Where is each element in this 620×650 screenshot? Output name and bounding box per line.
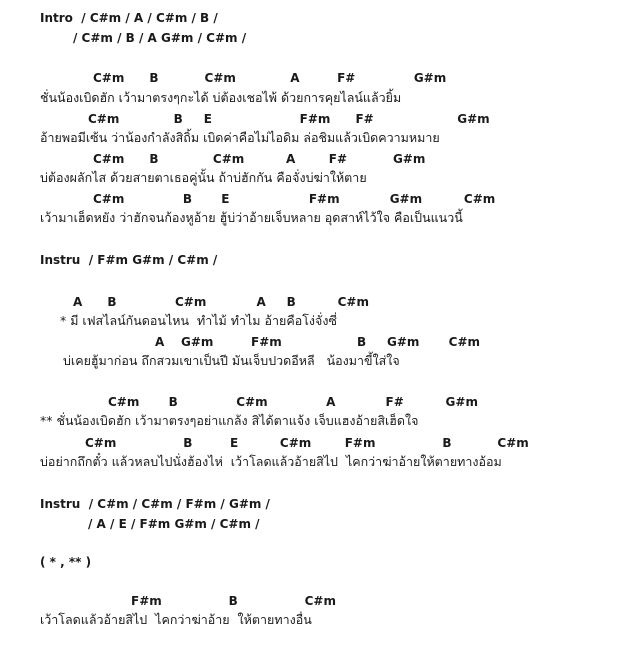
star-lyric-1: * มี เฟสไลน์กันดอนไหน ทำไม้ ทำไม อ้ายคือโง่จั่งซี่ (60, 313, 337, 328)
dstar-chords-1: C#m B C#m A F# G#m (108, 395, 478, 409)
verse1-lyric-4: เว้ามาเฮ็ดหยัง ว่าฮักจนก้องหูอ้าย ฮู้บ่ว่าอ้ายเจ็บหลาย อุดสาห์ไว้ใจ คือเป็นแนวนี้ (40, 210, 463, 225)
verse1-chords-4: C#m B E F#m G#m C#m (93, 192, 496, 206)
dstar-lyric-2: บ่อย่ากถึกตั๋ว แล้วหลบไปนั่งฮ้องไห่ เว้าโลดแล้วอ้ายสิไป ไคกว่าฆ่าอ้ายให้ตายทางอ้อม (40, 454, 502, 469)
verse1-chords-1: C#m B C#m A F# G#m (93, 71, 447, 85)
instru-line-1: Instru / F#m G#m / C#m / (40, 253, 218, 267)
star-chords-2: A G#m F#m B G#m C#m (155, 335, 481, 349)
intro-line-1: Intro / C#m / A / C#m / B / (40, 11, 218, 25)
verse1-chords-3: C#m B C#m A F# G#m (93, 152, 426, 166)
outro-lyric: เว้าโลดแล้วอ้ายสิไป ไคกว่าฆ่าอ้าย ให้ตายทางอื่น (40, 612, 312, 627)
verse1-lyric-3: บ่ต้องผลักไส ด้วยสายตาเธอคู่นั้น ถ้าบ่ฮักกัน คือจั่งบ่ฆ่าให้ตาย (40, 170, 367, 185)
instru2-line-2: / A / E / F#m G#m / C#m / (88, 517, 260, 531)
verse1-lyric-2: อ้ายพอมีเซ้น ว่าน้องกำลังสิถิ้ม เบิดค่าคือไม่ไอดิม ล่อชิมแล้วเบิดความหมาย (40, 130, 440, 145)
verse1-lyric-1: ชั่นน้องเบิดฮัก เว้ามาตรงๆกะได้ บ่ต้องเชอไพ้ ด้วยการคุยไลน์แล้วยิ้ม (40, 90, 402, 105)
star-chords-1: A B C#m A B C#m (73, 295, 369, 309)
instru2-line-1: Instru / C#m / C#m / F#m / G#m / (40, 497, 270, 511)
dstar-chords-2: C#m B E C#m F#m B C#m (85, 436, 529, 450)
verse1-chords-2: C#m B E F#m F# G#m (88, 112, 490, 126)
repeat-note: ( * , ** ) (40, 555, 92, 569)
outro-chords: F#m B C#m (131, 594, 336, 608)
star-lyric-2: บ่เคยฮู้มาก่อน ถึกสวมเขาเป็นปี มันเจ็บปวดอีหลี น้องมาขี้ใส่ใจ (63, 353, 400, 368)
dstar-lyric-1: ** ชั่นน้องเบิดฮัก เว้ามาตรงๆอย่าแกล้ง สิได้ตาแจ้ง เจ็บแฮงอ้ายสิเฮ็ดใจ (40, 413, 419, 428)
intro-line-2: / C#m / B / A G#m / C#m / (73, 31, 247, 45)
